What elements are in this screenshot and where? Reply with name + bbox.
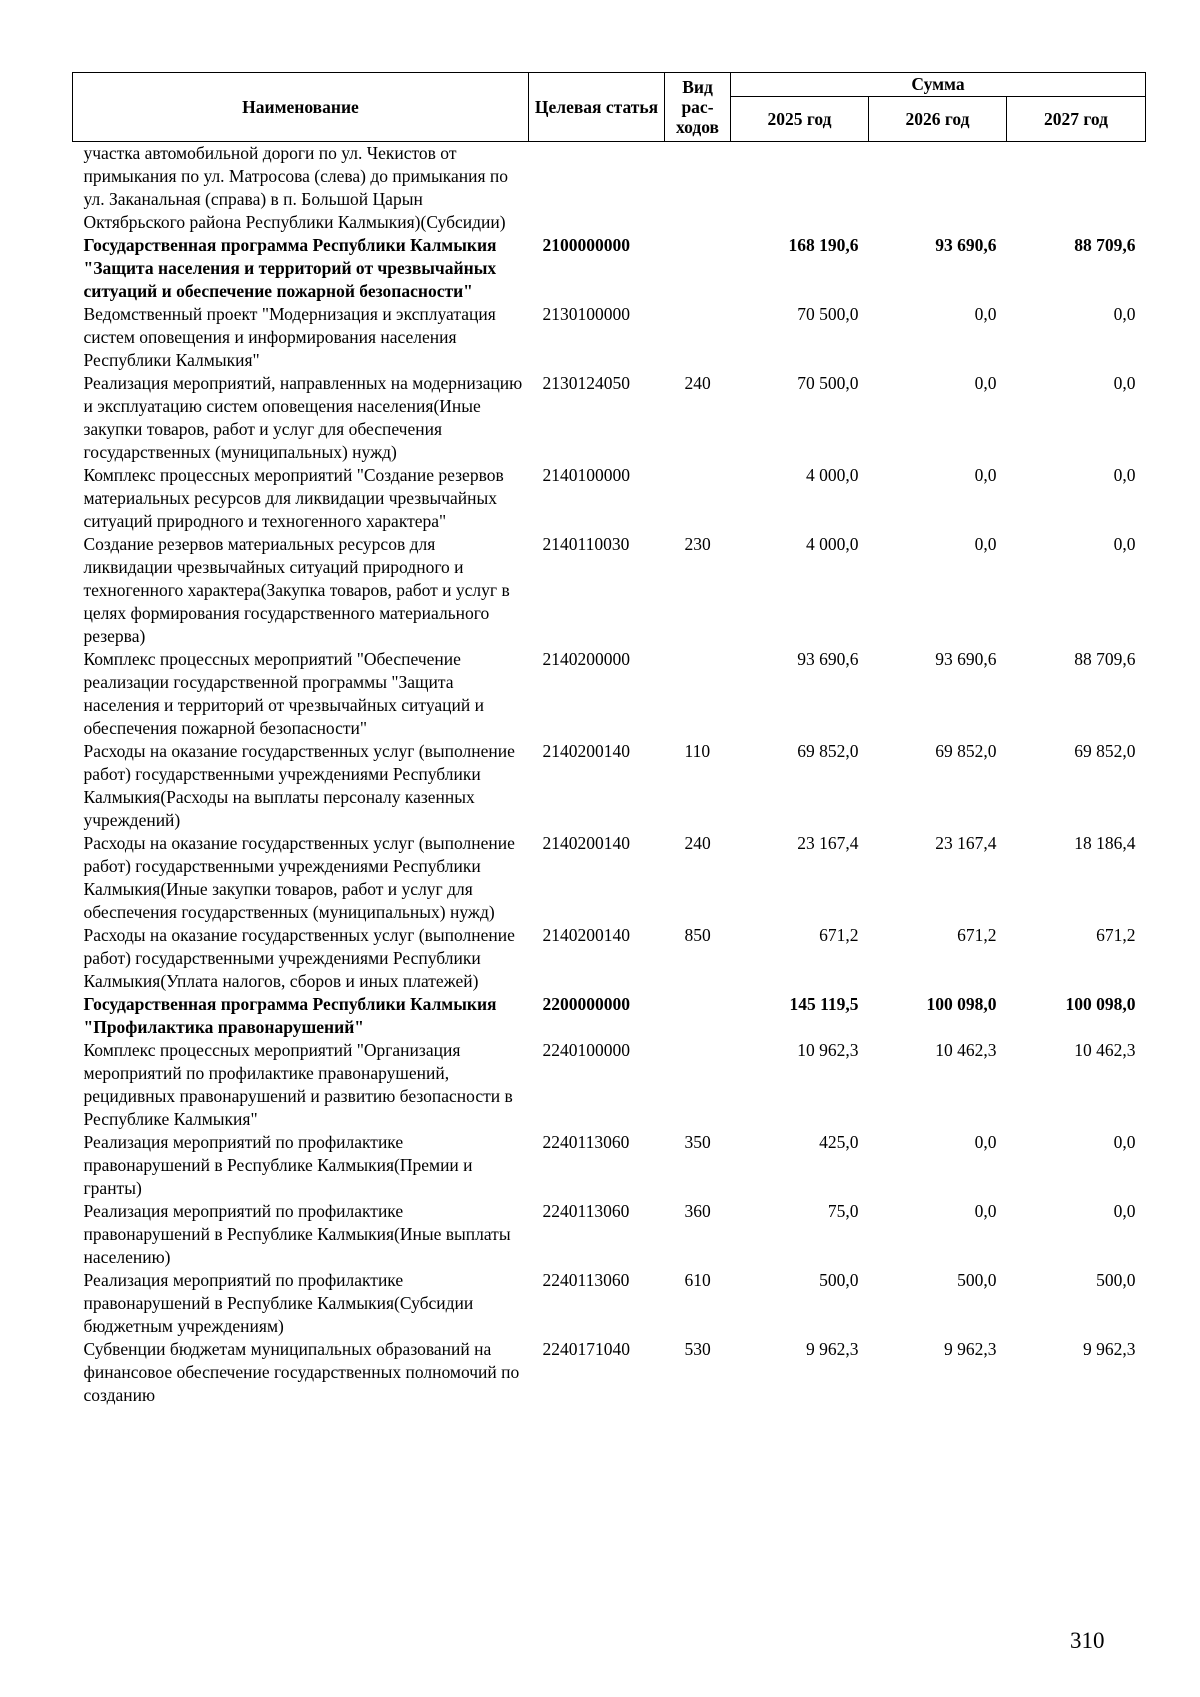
cell-vid bbox=[665, 1039, 731, 1131]
cell-code: 2140200140 bbox=[542, 925, 630, 945]
cell-name: Ведомственный проект "Модернизация и эксплуатация систем оповещения и информирования населения Республики Калмыкия" bbox=[83, 304, 496, 370]
cell-2027: 0,0 bbox=[1113, 373, 1136, 393]
table-row bbox=[73, 924, 1146, 993]
table-row bbox=[73, 832, 1146, 924]
cell-2025: 4 000,0 bbox=[806, 465, 859, 485]
cell-2027: 18 186,4 bbox=[1074, 833, 1136, 853]
header-year-2026: 2026 год bbox=[869, 97, 1007, 142]
cell-2025: 168 190,6 bbox=[788, 235, 859, 255]
table-row bbox=[73, 1269, 1146, 1338]
cell-2026: 0,0 bbox=[974, 1132, 997, 1152]
cell-2027 bbox=[1007, 142, 1146, 235]
cell-2025: 70 500,0 bbox=[797, 373, 859, 393]
cell-name: Государственная программа Республики Калмыкия "Профилактика правонарушений" bbox=[83, 994, 497, 1037]
cell-2025: 9 962,3 bbox=[806, 1339, 859, 1359]
cell-2025: 4 000,0 bbox=[806, 534, 859, 554]
cell-2025: 10 962,3 bbox=[797, 1040, 859, 1060]
cell-vid: 610 bbox=[684, 1270, 711, 1290]
cell-code: 2140110030 bbox=[542, 534, 630, 554]
page-number: 310 bbox=[1070, 1628, 1105, 1653]
cell-name: Расходы на оказание государственных услуг (выполнение работ) государственными учреждениями Республики Калмыкия(Уплата налогов, сборов и иных платежей) bbox=[83, 925, 515, 991]
cell-name: Комплекс процессных мероприятий "Организация мероприятий по профилактике правонарушений, рецидивных правонарушений и развитию безопасности в Республике Калмыкия" bbox=[83, 1040, 513, 1129]
cell-2026: 500,0 bbox=[957, 1270, 997, 1290]
cell-code: 2240113060 bbox=[542, 1132, 630, 1152]
cell-2026 bbox=[869, 142, 1007, 235]
cell-2026: 9 962,3 bbox=[944, 1339, 997, 1359]
cell-vid bbox=[665, 993, 731, 1039]
cell-2025: 75,0 bbox=[827, 1201, 859, 1221]
cell-2026: 93 690,6 bbox=[935, 649, 997, 669]
cell-name: Реализация мероприятий по профилактике правонарушений в Республике Калмыкия(Субсидии бюджетным учреждениям) bbox=[83, 1270, 474, 1336]
cell-vid: 530 bbox=[684, 1339, 711, 1359]
cell-2026: 23 167,4 bbox=[935, 833, 997, 853]
table-row bbox=[73, 993, 1146, 1039]
cell-2027: 9 962,3 bbox=[1083, 1339, 1136, 1359]
cell-2026: 0,0 bbox=[974, 373, 997, 393]
cell-2026: 69 852,0 bbox=[935, 741, 997, 761]
cell-2027: 0,0 bbox=[1113, 1132, 1136, 1152]
table-row bbox=[73, 234, 1146, 303]
table-row bbox=[73, 142, 1146, 235]
cell-vid: 360 bbox=[684, 1201, 711, 1221]
cell-code: 2240113060 bbox=[542, 1270, 630, 1290]
cell-2026: 0,0 bbox=[974, 304, 997, 324]
cell-vid: 350 bbox=[684, 1132, 711, 1152]
cell-2027: 0,0 bbox=[1113, 465, 1136, 485]
cell-name: Реализация мероприятий по профилактике правонарушений в Республике Калмыкия(Премии и гранты) bbox=[83, 1132, 473, 1198]
cell-code: 2240100000 bbox=[542, 1040, 630, 1060]
cell-2027: 500,0 bbox=[1096, 1270, 1136, 1290]
cell-name: Расходы на оказание государственных услуг (выполнение работ) государственными учреждениями Республики Калмыкия(Иные закупки товаров, работ и услуг для обеспечения государственных (муниципальных) нужд) bbox=[83, 833, 515, 922]
cell-name: Реализация мероприятий, направленных на модернизацию и эксплуатацию систем оповещения населения(Иные закупки товаров, работ и услуг для обеспечения государственных (муниципальных) нужд) bbox=[83, 373, 523, 462]
cell-vid: 240 bbox=[684, 373, 711, 393]
cell-2025: 93 690,6 bbox=[797, 649, 859, 669]
cell-code: 2240113060 bbox=[542, 1201, 630, 1221]
cell-code: 2130100000 bbox=[542, 304, 630, 324]
cell-name: Реализация мероприятий по профилактике правонарушений в Республике Калмыкия(Иные выплаты населению) bbox=[83, 1201, 511, 1267]
cell-2027: 0,0 bbox=[1113, 304, 1136, 324]
cell-vid bbox=[665, 303, 731, 372]
cell-code: 2100000000 bbox=[542, 235, 630, 255]
cell-vid bbox=[665, 464, 731, 533]
cell-code: 2200000000 bbox=[542, 994, 630, 1014]
cell-code bbox=[529, 142, 665, 235]
cell-vid: 850 bbox=[684, 925, 711, 945]
cell-name: Комплекс процессных мероприятий "Обеспечение реализации государственной программы "Защита населения и территорий от чрезвычайных ситуаций и обеспечения пожарной безопасности" bbox=[83, 649, 484, 738]
cell-name: Государственная программа Республики Калмыкия "Защита населения и территорий от чрезвычайных ситуаций и обеспечение пожарной безопасности" bbox=[83, 235, 497, 301]
cell-2025: 500,0 bbox=[819, 1270, 859, 1290]
cell-2026: 0,0 bbox=[974, 1201, 997, 1221]
header-code: Целевая статья bbox=[529, 73, 665, 142]
cell-2027: 0,0 bbox=[1113, 1201, 1136, 1221]
cell-name: Создание резервов материальных ресурсов для ликвидации чрезвычайных ситуаций природного и техногенного характера(Закупка товаров, работ и услуг в целях формирования государственного материального резерва) bbox=[83, 534, 510, 646]
cell-2025: 69 852,0 bbox=[797, 741, 859, 761]
cell-2027: 100 098,0 bbox=[1065, 994, 1136, 1014]
header-year-2027: 2027 год bbox=[1007, 97, 1146, 142]
table-row bbox=[73, 1131, 1146, 1200]
table-row bbox=[73, 1039, 1146, 1131]
header-year-2025: 2025 год bbox=[731, 97, 869, 142]
cell-name: Комплекс процессных мероприятий "Создание резервов материальных ресурсов для ликвидации чрезвычайных ситуаций природного и техногенного характера" bbox=[83, 465, 504, 531]
table-header bbox=[73, 73, 1146, 142]
cell-2027: 671,2 bbox=[1096, 925, 1136, 945]
cell-2025 bbox=[731, 142, 869, 235]
cell-2025: 23 167,4 bbox=[797, 833, 859, 853]
cell-2026: 0,0 bbox=[974, 534, 997, 554]
cell-vid bbox=[665, 234, 731, 303]
cell-2025: 70 500,0 bbox=[797, 304, 859, 324]
cell-vid: 230 bbox=[684, 534, 711, 554]
cell-code: 2140200140 bbox=[542, 833, 630, 853]
cell-code: 2140200000 bbox=[542, 649, 630, 669]
table-row bbox=[73, 303, 1146, 372]
table-row bbox=[73, 1338, 1146, 1407]
cell-2025: 671,2 bbox=[819, 925, 859, 945]
table-row bbox=[73, 740, 1146, 832]
cell-name: участка автомобильной дороги по ул. Чекистов от примыкания по ул. Матросова (слева) до примыкания по ул. Заканальная (справа) в п. Большой Царын Октябрьского района Республики Калмыкия)(Субсидии) bbox=[83, 143, 509, 232]
budget-table bbox=[72, 72, 1146, 1407]
cell-code: 2130124050 bbox=[542, 373, 630, 393]
header-vid: Вид рас-ходов bbox=[665, 73, 731, 142]
cell-code: 2140100000 bbox=[542, 465, 630, 485]
cell-name: Расходы на оказание государственных услуг (выполнение работ) государственными учреждениями Республики Калмыкия(Расходы на выплаты персоналу казенных учреждений) bbox=[83, 741, 515, 830]
cell-vid bbox=[665, 142, 731, 235]
cell-2025: 145 119,5 bbox=[789, 994, 859, 1014]
table-body bbox=[73, 142, 1146, 1408]
cell-vid: 240 bbox=[684, 833, 711, 853]
cell-vid: 110 bbox=[684, 741, 711, 761]
cell-2026: 671,2 bbox=[957, 925, 997, 945]
cell-name: Субвенции бюджетам муниципальных образований на финансовое обеспечение государственных полномочий по созданию bbox=[83, 1339, 520, 1405]
cell-2026: 0,0 bbox=[974, 465, 997, 485]
cell-2026: 10 462,3 bbox=[935, 1040, 997, 1060]
table-row bbox=[73, 1200, 1146, 1269]
cell-2027: 10 462,3 bbox=[1074, 1040, 1136, 1060]
cell-code: 2140200140 bbox=[542, 741, 630, 761]
cell-2027: 88 709,6 bbox=[1074, 649, 1136, 669]
cell-2027: 0,0 bbox=[1113, 534, 1136, 554]
table-row bbox=[73, 533, 1146, 648]
cell-2026: 100 098,0 bbox=[926, 994, 997, 1014]
table-row bbox=[73, 648, 1146, 740]
header-name: Наименование bbox=[73, 73, 529, 142]
table-row bbox=[73, 372, 1146, 464]
header-sum: Сумма bbox=[731, 73, 1146, 97]
cell-2026: 93 690,6 bbox=[935, 235, 997, 255]
table-row bbox=[73, 464, 1146, 533]
cell-2025: 425,0 bbox=[819, 1132, 859, 1152]
cell-code: 2240171040 bbox=[542, 1339, 630, 1359]
cell-2027: 69 852,0 bbox=[1074, 741, 1136, 761]
cell-2027: 88 709,6 bbox=[1074, 235, 1136, 255]
cell-vid bbox=[665, 648, 731, 740]
